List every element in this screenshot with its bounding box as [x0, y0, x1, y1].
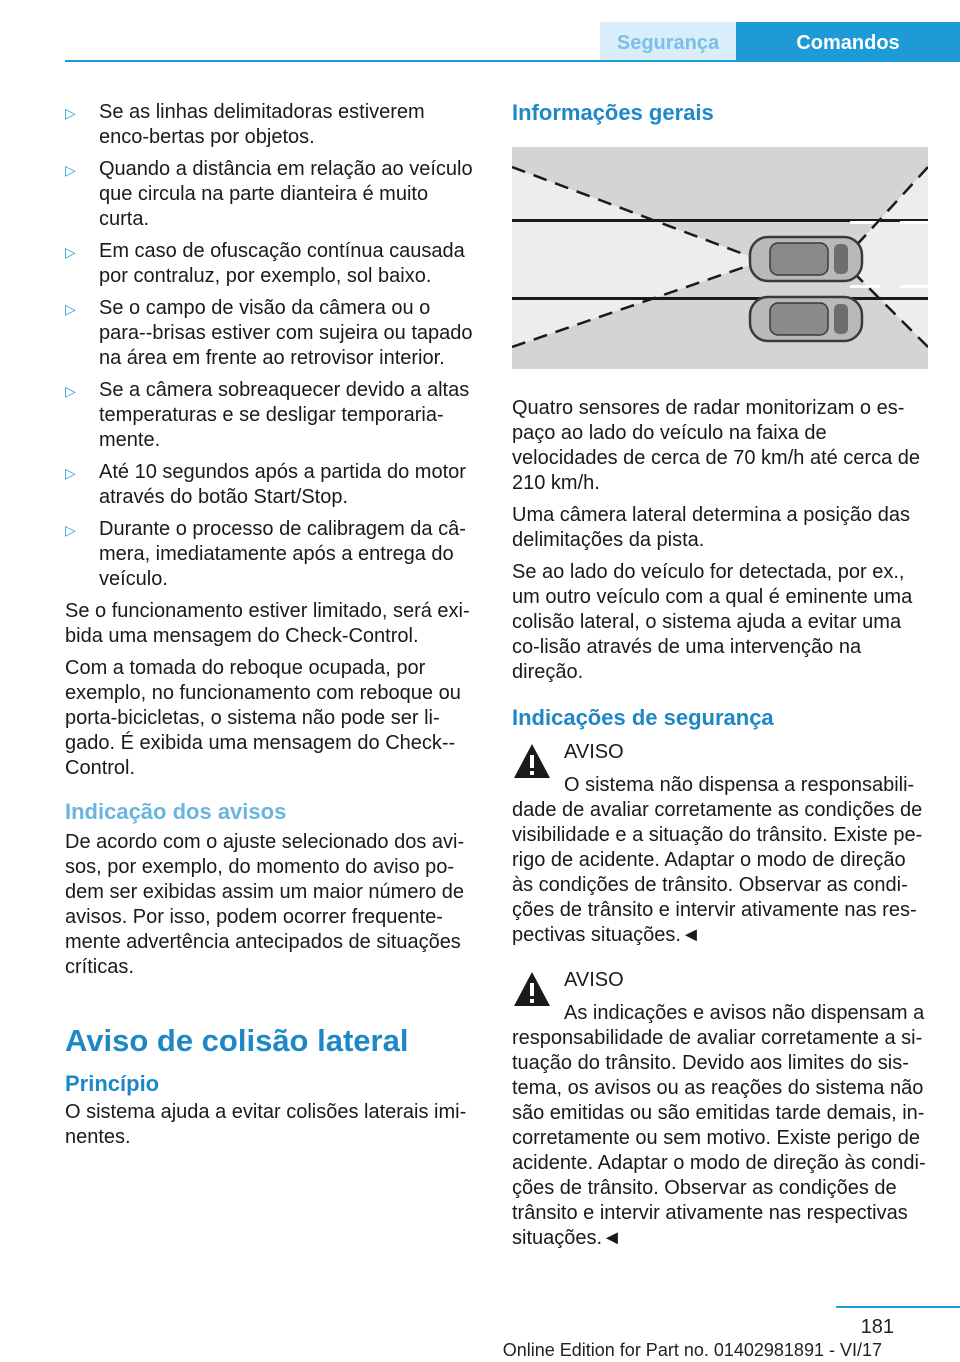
header-tab-section [600, 22, 736, 62]
paragraph-warnings: De acordo com o ajuste selecionado dos avi-sos, por exemplo, do momento do aviso po-dem ser exibidas assim um maior número de avisos. Por isso, podem ocorrer frequente-mente advertência antecipados de situações críticas. [65, 831, 465, 978]
warning-block-2 [512, 968, 930, 1251]
limitations-list [65, 100, 480, 592]
triangle-right-icon: ▷ [65, 465, 76, 481]
heading-principle: Princípio [65, 1071, 160, 1096]
paragraph-intervention: Se ao lado do veículo for detectada, por ex., um outro veículo com a qual é eminente uma colisão lateral, o sistema ajuda a evitar uma co-lisão através de uma intervenção na direção. [512, 561, 913, 683]
header-tab-chapter-label: Comandos [796, 32, 900, 54]
section-title: Aviso de colisão lateral [65, 1023, 409, 1058]
list-item: ▷ Durante o processo de calibragem da câ-mera, imediatamente após a entrega do veículo. [65, 518, 466, 590]
page-number: 181 [860, 1316, 894, 1338]
warning-text: dade de avaliar corretamente as condições de visibilidade e a situação do trânsito. Existe pe-rigo de acidente. Adaptar o modo de direção às condições de trânsito. Observar as condi-ções de trânsito e intervir ativamente nas res-pectivas situações.◄ [512, 799, 923, 946]
triangle-right-icon: ▷ [65, 162, 76, 178]
triangle-right-icon: ▷ [65, 522, 76, 538]
triangle-right-icon: ▷ [65, 105, 76, 121]
right-column [512, 100, 930, 1271]
list-item: ▷ Se o campo de visão da câmera ou o para--brisas estiver com sujeira ou tapado na área em frente ao retrovisor interior. [65, 297, 473, 369]
header-tab-section-label: Segurança [616, 32, 720, 54]
paragraph-trailer: Com a tomada do reboque ocupada, por exemplo, no funcionamento com reboque ou porta-bicicletas, o sistema não pode ser li-gado. É exibida uma mensagem do Check--Control. [65, 657, 461, 779]
edition-note: Online Edition for Part no. 01402981891 - VI/17 [502, 1340, 882, 1360]
header-tab-chapter [736, 22, 960, 62]
warning-label: AVISO [564, 741, 624, 763]
list-item: ▷ Em caso de ofuscação contínua causada por contraluz, por exemplo, sol baixo. [65, 240, 465, 287]
warning-text-first-line: O sistema não dispensa a responsabili- [564, 774, 915, 796]
side-collision-illustration [512, 147, 928, 369]
paragraph-radar-sensors: Quatro sensores de radar monitorizam o es-paço ao lado do veículo na faixa de velocidades de cerca de 70 km/h até cerca de 210 km/h. [512, 397, 921, 494]
warning-text: responsabilidade de avaliar corretamente a si-tuação do trânsito. Devido aos limites do sis-tema, os avisos ou as reações do sistema não são emitidas ou são emitidas tarde demais, in-corretamente ou sem motivo. Existe perigo de acidente. Adaptar o modo de direção às condi-ções de trânsito. Observar as condições de trânsito e intervir ativamente nas respectivas situações.◄ [512, 1027, 926, 1249]
footer-rule [836, 1306, 960, 1308]
warning-triangle-icon [512, 742, 552, 780]
list-item: ▷ Até 10 segundos após a partida do motor através do botão Start/Stop. [65, 461, 466, 508]
paragraph-limited-function: Se o funcionamento estiver limitado, será exi-bida uma mensagem do Check-Control. [65, 600, 470, 647]
list-item: ▷ Se a câmera sobreaquecer devido a altas temperaturas e se desligar temporaria-mente. [65, 379, 470, 451]
list-item: ▷ Se as linhas delimitadoras estiverem enco-bertas por objetos. [65, 101, 425, 148]
paragraph-side-camera: Uma câmera lateral determina a posição das delimitações da pista. [512, 504, 910, 551]
warning-block-1 [512, 740, 930, 948]
warning-triangle-icon [512, 970, 552, 1008]
warning-text-first-line: As indicações e avisos não dispensam a [564, 1002, 925, 1024]
triangle-right-icon: ▷ [65, 301, 76, 317]
triangle-right-icon: ▷ [65, 244, 76, 260]
paragraph-principle: O sistema ajuda a evitar colisões laterais imi-nentes. [65, 1101, 467, 1148]
heading-safety: Indicações de segurança [512, 705, 774, 730]
header-rule [65, 60, 960, 62]
warning-label: AVISO [564, 969, 624, 991]
list-item: ▷ Quando a distância em relação ao veículo que circula na parte dianteira é muito curta. [65, 158, 473, 230]
heading-general-info: Informações gerais [512, 100, 714, 125]
triangle-right-icon: ▷ [65, 383, 76, 399]
subheading-warnings: Indicação dos avisos [65, 799, 287, 824]
left-column [65, 100, 480, 1157]
